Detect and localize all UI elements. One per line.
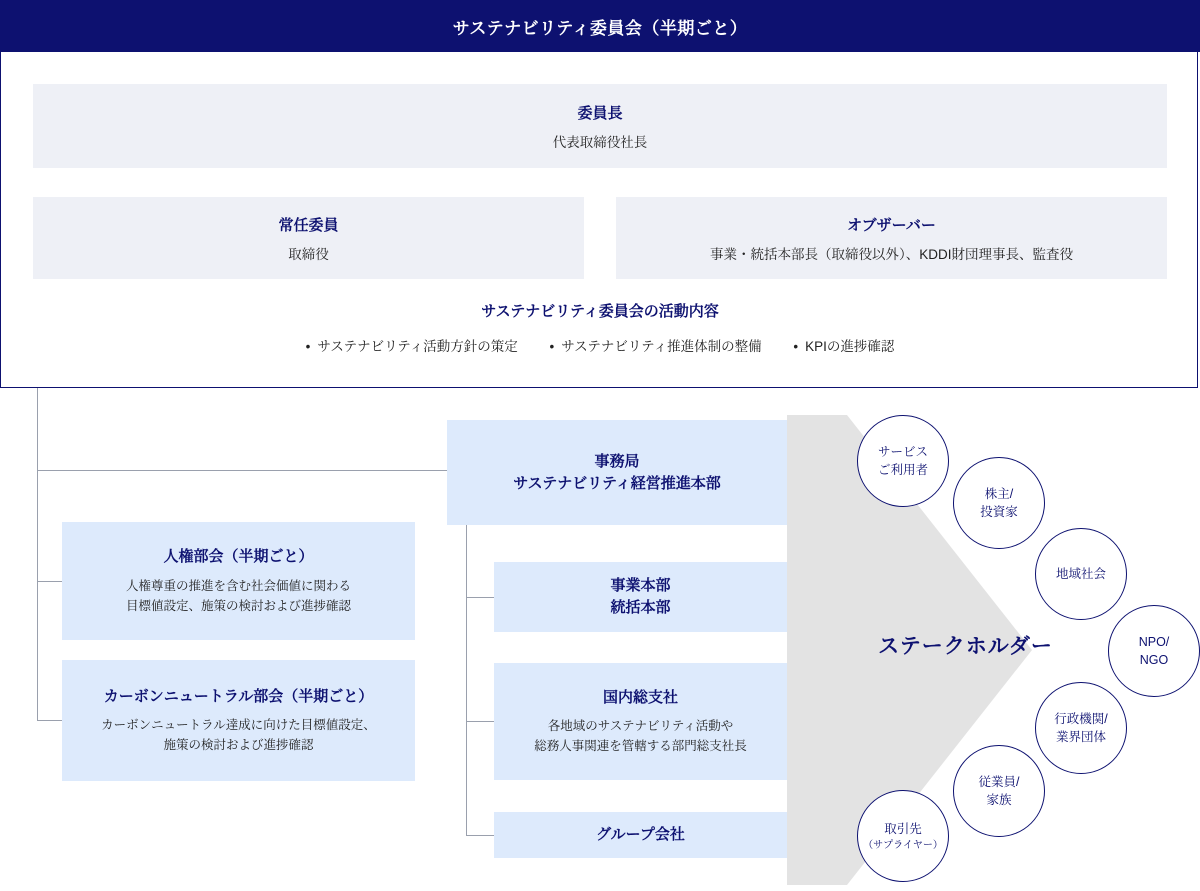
stakeholder-line1: 地域社会 [1055, 566, 1106, 581]
stakeholder-line2: NGO [1139, 653, 1169, 667]
chair-subtitle: 代表取締役社長 [552, 134, 648, 150]
stakeholder-line1: 従業員/ [978, 774, 1020, 789]
secretariat-title-line1: 事務局 [594, 452, 640, 470]
box-group-companies [494, 812, 787, 858]
observer-title: オブザーバー [847, 216, 936, 234]
stakeholder-line1: サービス [877, 444, 928, 459]
carbon-neutral-desc-line1: カーボンニュートラル達成に向けた目標値設定、 [101, 718, 376, 733]
stakeholder-line1: NPO/ [1138, 634, 1170, 649]
stakeholder-line1: 行政機関/ [1054, 711, 1108, 726]
box-human-rights-subcommittee [62, 522, 415, 640]
stakeholder-circle [953, 457, 1045, 549]
observer-subtitle: 事業・統括本部長（取締役以外）、KDDI財団理事長、監査役 [709, 246, 1073, 262]
activities-section [1, 300, 1199, 355]
stakeholder-circle [857, 415, 949, 507]
observer-panel [616, 197, 1167, 279]
committee-header: サステナビリティ委員会（半期ごと） [0, 0, 1200, 52]
box-carbon-neutral-subcommittee [62, 660, 415, 781]
stakeholder-line2: ご利用者 [877, 463, 928, 477]
business-hq-title-line1: 事業本部 [610, 577, 671, 595]
chair-panel [33, 84, 1167, 168]
activities-title: サステナビリティ委員会の活動内容 [481, 303, 719, 320]
stakeholder-circle [1035, 682, 1127, 774]
human-rights-desc [126, 576, 351, 616]
carbon-neutral-title: カーボンニュートラル部会（半期ごと） [103, 687, 374, 705]
human-rights-desc-line1: 人権尊重の推進を含む社会価値に関わる [125, 578, 351, 593]
activities-list [1, 335, 1199, 355]
connector-secretariat-trunk [466, 525, 467, 835]
business-hq-title-line2: 統括本部 [610, 599, 671, 616]
carbon-neutral-desc-line2: 施策の検討および進捗確認 [163, 738, 314, 753]
stakeholder-circle [1035, 528, 1127, 620]
stakeholder-label: ステークホルダー [878, 635, 1053, 658]
carbon-neutral-desc [101, 715, 376, 755]
box-domestic-headquarters [494, 663, 787, 780]
connector-to-business-hq [466, 597, 494, 598]
connector-to-domestic-hq [466, 721, 494, 722]
human-rights-desc-line2: 目標値設定、施策の検討および進捗確認 [125, 598, 351, 613]
stakeholder-circle [1108, 605, 1200, 697]
stakeholder-line2: 投資家 [980, 505, 1018, 519]
connector-to-secretariat [37, 470, 447, 471]
standing-member-panel [33, 197, 584, 279]
activities-item: • KPIの進捗確認 [793, 335, 894, 355]
committee-body [0, 52, 1198, 388]
human-rights-title: 人権部会（半期ごと） [163, 548, 314, 566]
connector-left-trunk [37, 388, 38, 721]
connector-to-group-companies [466, 835, 494, 836]
box-business-headquarters [494, 562, 787, 632]
stakeholder-circle [953, 745, 1045, 837]
activities-item: • サステナビリティ推進体制の整備 [550, 335, 762, 355]
stakeholder-line1: 株主/ [984, 486, 1014, 501]
stakeholder-circle [857, 790, 949, 882]
box-secretariat [447, 420, 787, 525]
secretariat-title-line2: サステナビリティ経営推進本部 [513, 474, 721, 492]
domestic-hq-title: 国内総支社 [602, 688, 678, 706]
activities-item: • サステナビリティ活動方針の策定 [306, 335, 518, 355]
standing-member-subtitle: 取締役 [288, 246, 329, 262]
domestic-hq-desc-line2: 総務人事関連を管轄する部門総支社長 [534, 739, 747, 754]
stakeholder-line1: 取引先 [884, 822, 922, 837]
standing-member-title: 常任委員 [278, 216, 339, 234]
domestic-hq-desc [534, 716, 747, 756]
stakeholder-line2: 業界団体 [1055, 730, 1106, 744]
group-companies-title: グループ会社 [596, 826, 685, 844]
connector-to-human-rights [37, 581, 62, 582]
stakeholder-line2: 家族 [986, 793, 1012, 807]
domestic-hq-desc-line1: 各地域のサステナビリティ活動や [547, 719, 734, 734]
connector-to-carbon-neutral [37, 720, 62, 721]
chair-title: 委員長 [577, 104, 623, 122]
stakeholder-sub: （サプライヤー） [863, 839, 943, 851]
